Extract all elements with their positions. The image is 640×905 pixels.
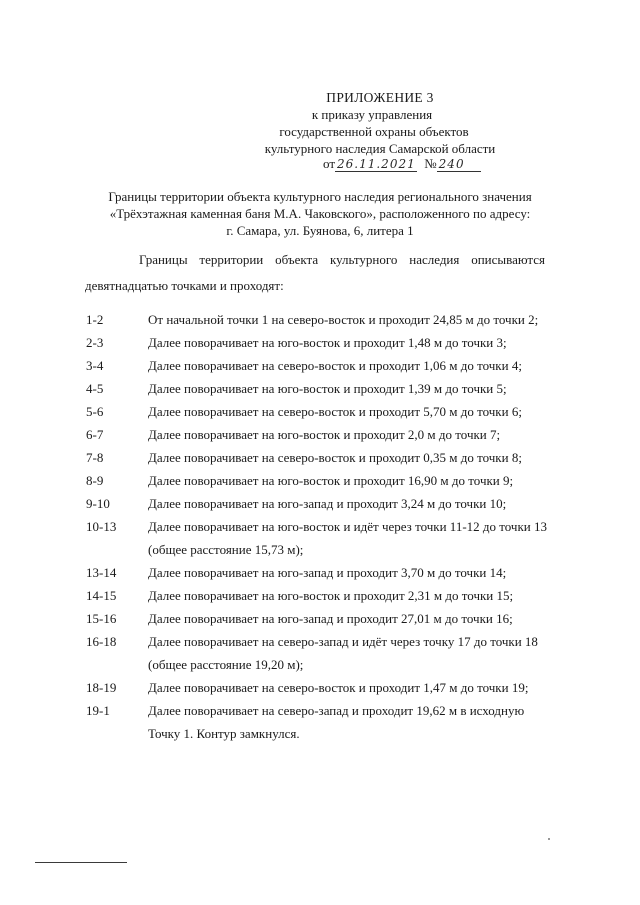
- intro-line-2: девятнадцатью точками и проходят:: [85, 278, 284, 293]
- appendix-line-1: к приказу управления: [311, 107, 433, 122]
- segment-description: Далее поворачивает на северо-восток и проходит 1,06 м до точки 4;: [148, 358, 522, 373]
- boundary-segment-row: [86, 699, 556, 722]
- boundary-segment-row: [86, 331, 556, 354]
- boundary-segment-row: [86, 354, 556, 377]
- segment-description: От начальной точки 1 на северо-восток и проходит 24,85 м до точки 2;: [148, 312, 539, 327]
- appendix-title: ПРИЛОЖЕНИЕ 3: [326, 90, 434, 105]
- boundary-segment-row: [86, 377, 556, 400]
- segment-description: Далее поворачивает на северо-запад и идёт через точку 17 до точки 18: [148, 634, 538, 649]
- segment-code: 1-2: [86, 312, 104, 327]
- segment-description: Далее поворачивает на юго-запад и проходит 27,01 м до точки 16;: [148, 611, 513, 626]
- segment-code: 15-16: [86, 611, 117, 626]
- segment-code: 7-8: [86, 450, 104, 465]
- boundary-segment-row: [86, 515, 556, 538]
- segment-description: Далее поворачивает на северо-восток и проходит 0,35 м до точки 8;: [148, 450, 522, 465]
- segment-description: Далее поворачивает на юго-восток и идёт через точки 11-12 до точки 13: [148, 519, 547, 534]
- segment-description: Далее поворачивает на юго-восток и проходит 2,0 м до точки 7;: [148, 427, 501, 442]
- date-label: от: [323, 156, 336, 171]
- segment-code: 14-15: [86, 588, 117, 603]
- segment-code: 19-1: [86, 703, 110, 718]
- segment-code: 4-5: [86, 381, 104, 396]
- segment-description: Точку 1. Контур замкнулся.: [148, 726, 300, 741]
- boundary-segment-row: [86, 308, 556, 331]
- segment-code: 2-3: [86, 335, 104, 350]
- boundary-segment-continuation: [86, 722, 556, 745]
- segment-code: 10-13: [86, 519, 117, 534]
- segment-description: Далее поворачивает на юго-запад и проходит 3,24 м до точки 10;: [148, 496, 507, 511]
- appendix-line-3: культурного наследия Самарской области: [264, 141, 496, 156]
- segment-description: Далее поворачивает на юго-восток и проходит 1,39 м до точки 5;: [148, 381, 507, 396]
- intro-paragraph: [85, 247, 545, 299]
- segment-code: 5-6: [86, 404, 104, 419]
- heading-line-3: г. Самара, ул. Буянова, 6, литера 1: [226, 223, 414, 238]
- segment-code: 18-19: [86, 680, 117, 695]
- segment-code: 13-14: [86, 565, 117, 580]
- segment-description: Далее поворачивает на юго-восток и проходит 16,90 м до точки 9;: [148, 473, 514, 488]
- segment-code: 8-9: [86, 473, 104, 488]
- boundary-segment-row: [86, 561, 556, 584]
- boundary-segment-row: [86, 423, 556, 446]
- document-heading: [90, 188, 550, 239]
- segment-description: Далее поворачивает на юго-восток и проходит 1,48 м до точки 3;: [148, 335, 507, 350]
- boundary-segment-row: [86, 446, 556, 469]
- footer-divider: [35, 862, 127, 863]
- heading-line-1: Границы территории объекта культурного наследия регионального значения: [108, 189, 532, 204]
- segment-description: Далее поворачивает на северо-восток и проходит 5,70 м до точки 6;: [148, 404, 522, 419]
- segment-code: 9-10: [86, 496, 110, 511]
- segment-code: 6-7: [86, 427, 104, 442]
- boundary-segment-row: [86, 584, 556, 607]
- scan-speck: [548, 838, 550, 840]
- segment-code: 16-18: [86, 634, 117, 649]
- boundary-segment-continuation: [86, 538, 556, 561]
- handwritten-number: 240: [437, 158, 481, 172]
- segment-description: (общее расстояние 15,73 м);: [148, 542, 304, 557]
- heading-line-2: «Трёхэтажная каменная баня М.А. Чаковского», расположенного по адресу:: [109, 206, 531, 221]
- segment-description: Далее поворачивает на юго-запад и проходит 3,70 м до точки 14;: [148, 565, 507, 580]
- boundary-segment-continuation: [86, 653, 556, 676]
- appendix-line-2: государственной охраны объектов: [279, 124, 469, 139]
- boundary-points-list: [86, 308, 556, 745]
- handwritten-date: 26.11.2021: [337, 157, 416, 171]
- boundary-segment-row: [86, 469, 556, 492]
- order-date-number: [323, 156, 481, 172]
- boundary-segment-row: [86, 630, 556, 653]
- boundary-segment-row: [86, 492, 556, 515]
- intro-line-1: Границы территории объекта культурного наследия описываются: [139, 252, 545, 267]
- segment-description: Далее поворачивает на юго-восток и проходит 2,31 м до точки 15;: [148, 588, 514, 603]
- segment-description: Далее поворачивает на северо-запад и проходит 19,62 м в исходную: [148, 703, 525, 718]
- segment-code: 3-4: [86, 358, 104, 373]
- segment-description: (общее расстояние 19,20 м);: [148, 657, 304, 672]
- boundary-segment-row: [86, 676, 556, 699]
- segment-description: Далее поворачивает на северо-восток и проходит 1,47 м до точки 19;: [148, 680, 529, 695]
- boundary-segment-row: [86, 607, 556, 630]
- boundary-segment-row: [86, 400, 556, 423]
- number-label: №: [424, 156, 437, 171]
